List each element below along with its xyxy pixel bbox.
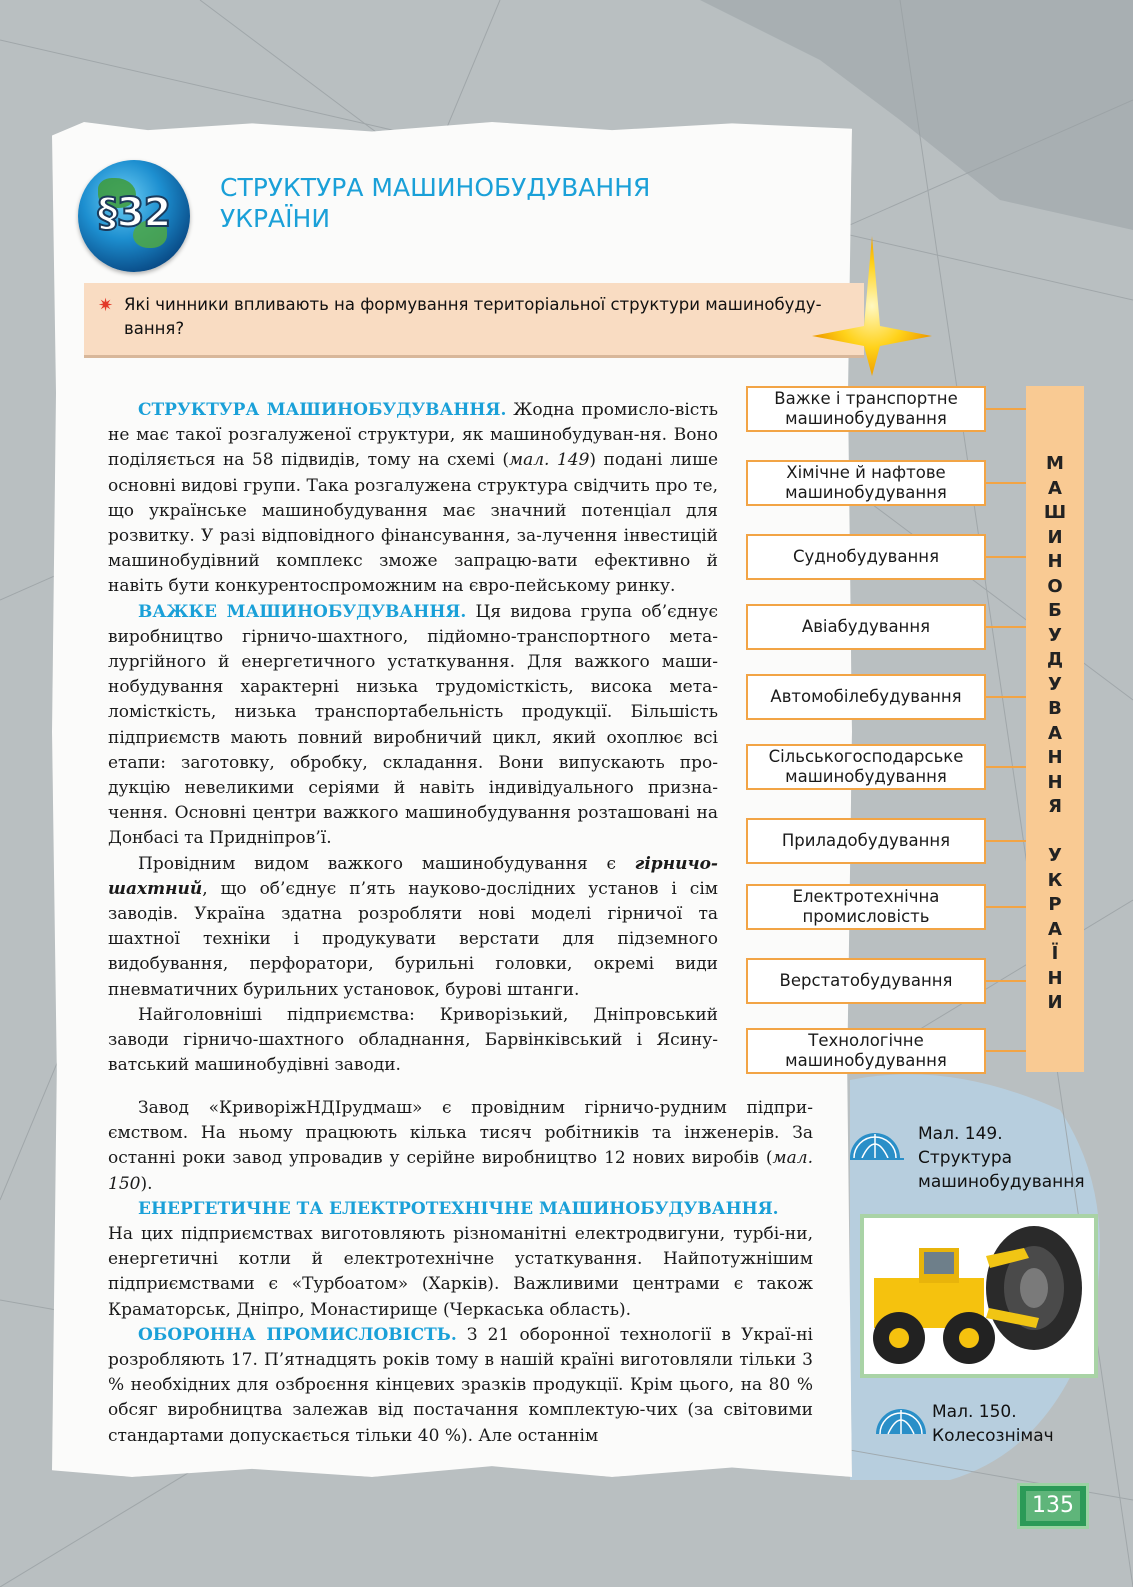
diagram-connector	[986, 906, 1026, 908]
paragraph-enterprises: Найголовніші підприємства: Криворізький, Дніпровський заводи гірничо-шахтного обладнання, Барвінківський і Ясину-ватський машинобудівні заводи.	[108, 1004, 718, 1076]
diagram-root-letter: У	[1048, 624, 1062, 646]
diagram-branch-box: Важке і транспортне машинобудування	[746, 386, 986, 432]
diagram-connector	[986, 626, 1026, 628]
diagram-branch-box: Приладобудування	[746, 818, 986, 864]
diagram-root-letter: У	[1048, 845, 1062, 866]
sparkle-star-icon	[812, 236, 932, 376]
globe-icon	[872, 1400, 930, 1436]
figure-150-caption: Мал. 150. Колесознімач	[932, 1402, 1054, 1446]
section-globe-badge	[78, 160, 190, 272]
diagram-branch-box: Технологічне машинобудування	[746, 1028, 986, 1074]
paragraph-energy-text: На цих підприємствах виготовляють різноманітні електродвигуни, турбі-ни, енергетичні котли й електротехнічне устаткування. Найпотужнішим підприємствами є «Турбоатом» (Харків). Важливими центрами є також Краматорськ, Дніпро, Монастирище (Черкаська область).	[108, 1224, 813, 1320]
diagram-branch-box: Електротехнічна промисловість	[746, 884, 986, 930]
diagram-root-label	[1026, 452, 1084, 1016]
paragraph-mining: Провідним видом важкого машинобудування є гірничо-шахтний, що об’єднує п’ять науково-дослідних установ і сім заводів. Україна здатна розробляти нові моделі гірничої та шахтної техніки і продукувати верстати для підземного видобування, перфоратори, бурильні головки, окремі види пневматичних бурильних установок, бурові штанги.	[108, 853, 718, 1000]
diagram-connector	[986, 696, 1026, 698]
diagram-connector	[986, 980, 1026, 982]
paragraph-energy: ЕНЕРГЕТИЧНЕ ТА ЕЛЕКТРОТЕХНІЧНЕ МАШИНОБУДУВАННЯ.	[138, 1198, 779, 1219]
diagram-root-letter: Б	[1048, 600, 1062, 621]
diagram-root-letter: И	[1047, 992, 1063, 1013]
diagram-connector	[986, 840, 1026, 842]
globe-icon	[846, 1124, 904, 1160]
diagram-connector	[986, 556, 1026, 558]
paragraph-heavy: ВАЖКЕ МАШИНОБУДУВАННЯ. Ця видова група об’єднує виробництво гірничо-шахтного, підйомно-транспортного мета-лургійного й енергетичного устаткування. Для важкого маши-нобудування характерні низька трудомісткість, висока мета-ломісткість, низька транспортабельність продукції. Більшість підприємств мають повний виробничий цикл, який охоплює всі етапи: заготовку, обробку, складання. Вони випускають про-дукцію невеликими серіями й навіть індивідуального призна-чення. Основні центри важкого машинобудування розташовані на Донбасі та Придніпров’ї.	[108, 601, 718, 849]
diagram-branch-box: Авіабудування	[746, 604, 986, 650]
diagram-connector	[986, 408, 1026, 410]
diagram-root-letter: Н	[1047, 551, 1063, 572]
diagram-branch-box: Сільськогосподарське машинобудування	[746, 744, 986, 790]
section-title: СТРУКТУРА МАШИНОБУДУВАННЯ УКРАЇНИ	[220, 173, 651, 233]
diagram-root-letter: Ш	[1043, 502, 1067, 523]
figure-149-caption: Мал. 149. Структура машинобудування	[918, 1124, 1085, 1192]
diagram-branch-box: Хімічне й нафтове машинобудування	[746, 460, 986, 506]
diagram-root-letter: У	[1048, 673, 1062, 695]
diagram-connector	[986, 766, 1026, 768]
diagram-root-letter: Н	[1047, 967, 1063, 989]
body-column-lower	[108, 1096, 813, 1449]
question-text: Які чинники впливають на формування територіальної структури машинобуду-вання?	[124, 295, 822, 338]
diagram-branch-box: Автомобілебудування	[746, 674, 986, 720]
paragraph-structure: СТРУКТУРА МАШИНОБУДУВАННЯ. Жодна промисло-вість не має такої розгалуженої структури, як машинобудуван-ня. Воно поділяється на 58 підвидів, тому на схемі (мал. 149) подані лише основні видові групи. Така розгалужена структура свідчить про те, що українське машинобудування має значний потенціал для розвитку. У разі відповідного фінансування, за-лучення інвестицій машинобудівний комплекс зможе запрацю-вати ефективно й навіть бути конкурентоспроможним на євро-пейському ринку.	[108, 400, 719, 597]
body-column-upper	[108, 398, 718, 1078]
diagram-root-letter: А	[1048, 477, 1062, 499]
diagram-root-letter: В	[1048, 698, 1062, 719]
diagram-root-letter: А	[1048, 722, 1062, 744]
diagram-root-letter: Р	[1048, 894, 1062, 915]
diagram-branch-box: Суднобудування	[746, 534, 986, 580]
paragraph-krivorizh: Завод «КриворіжНДІрудмаш» є провідним гірничо-рудним підпри-ємством. На ньому працюють кілька тисяч робітників та інженерів. За останні роки завод упровадив у серійне виробництво 12 нових виробів (мал. 150).	[108, 1098, 813, 1194]
section-number: §32	[97, 190, 171, 236]
wheel-remover-photo	[860, 1214, 1098, 1378]
diagram-root-letter: А	[1048, 918, 1062, 940]
diagram-root-letter: К	[1047, 869, 1063, 891]
diagram-root-letter: О	[1047, 575, 1063, 597]
diagram-root-letter: Я	[1048, 796, 1062, 817]
diagram-root-letter: Н	[1047, 771, 1063, 793]
diagram-branch-box: Верстатобудування	[746, 958, 986, 1004]
diagram-root-letter: М	[1046, 453, 1064, 474]
diagram-root-letter: Ї	[1051, 943, 1059, 964]
diagram-root-letter: И	[1047, 526, 1063, 548]
paragraph-defense: ОБОРОННА ПРОМИСЛОВІСТЬ. З 21 оборонної технології в Украї-ні розробляють 17. П’ятнадцять років тому в нашій країні виготовляли тільки 3 % необхідних для озброєння кінцевих зразків продукції. Крім цього, на 80 % обсяг виробництва залежав від постачання комплектую-чих (за світовими стандартами допускається тільки 40 %). Але останнім	[108, 1324, 813, 1446]
diagram-connector	[986, 1050, 1026, 1052]
diagram-root-letter: Д	[1046, 649, 1064, 670]
diagram-root-letter	[1026, 820, 1084, 845]
page-number: 135	[1017, 1483, 1089, 1529]
asterisk-icon: ✷	[98, 295, 114, 316]
diagram-connector	[986, 482, 1026, 484]
diagram-root-letter: Н	[1047, 747, 1063, 768]
question-box	[84, 283, 864, 358]
